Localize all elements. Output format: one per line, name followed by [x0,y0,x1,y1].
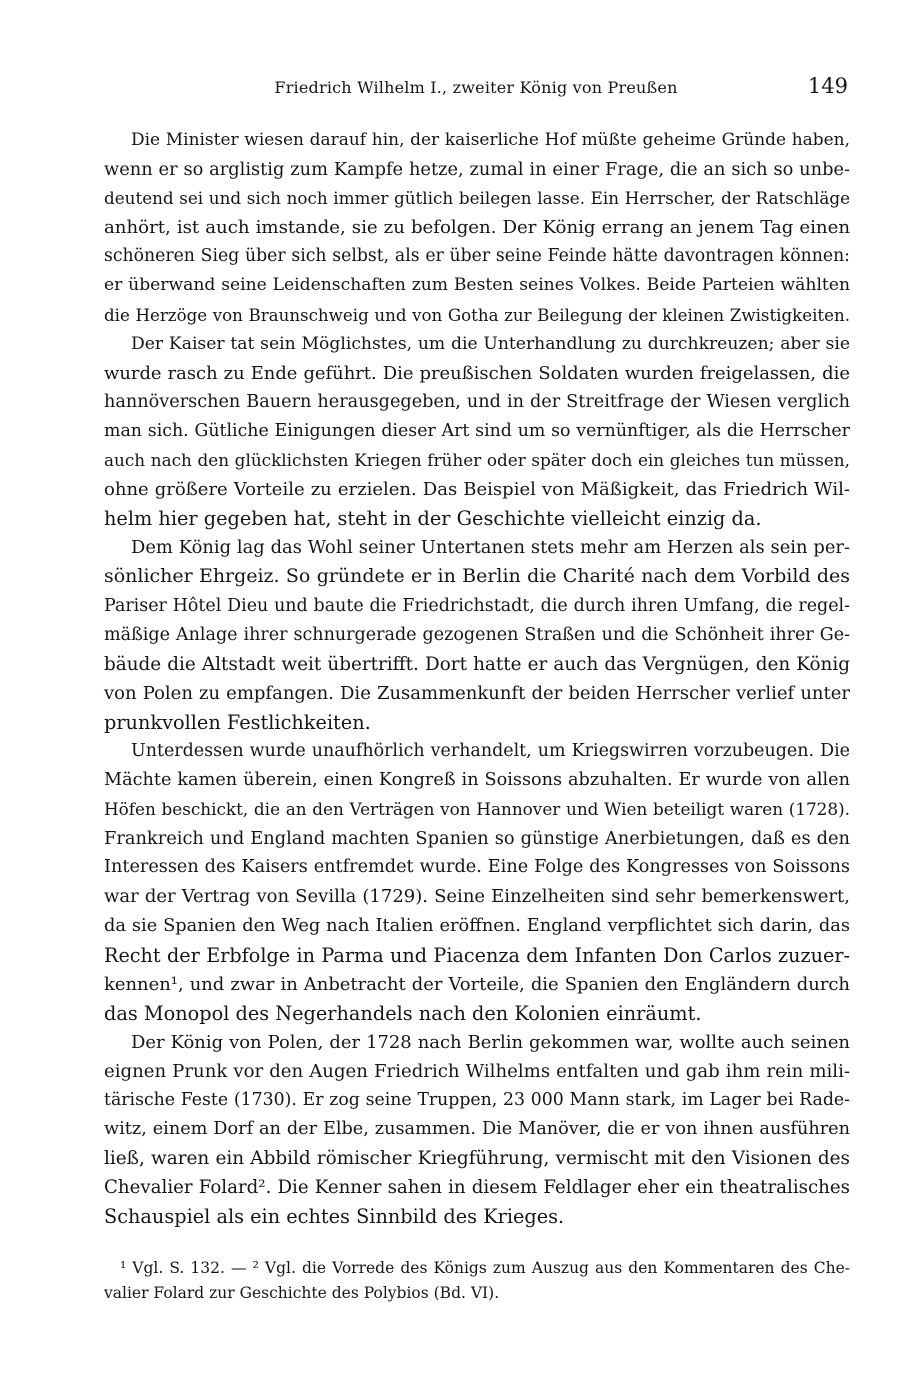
text-line: da sie Spanien den Weg nach Italien eröffnen. England verpflichtet sich darin, das [104,915,850,936]
text-line: mäßige Anlage ihrer schnurgerade gezogenen Straßen und die Schönheit ihrer Ge- [104,624,850,645]
text-line: Interessen des Kaisers entfremdet wurde. Eine Folge des Kongresses von Soissons [104,857,850,878]
text-line: bäude die Altstadt weit übertrifft. Dort hatte er auch das Vergnügen, den König [104,653,850,675]
text-line: eignen Prunk vor den Augen Friedrich Wilhelms entfalten und gab ihm rein mili- [104,1061,850,1082]
text-line: helm hier gegeben hat, steht in der Geschichte vielleicht einzig da. [104,507,762,531]
text-line: wenn er so arglistig zum Kampfe hetze, zumal in einer Frage, die an sich so unbe- [104,159,850,181]
text-line: Frankreich und England machten Spanien so günstige Anerbietungen, daß es den [104,828,850,850]
footnotes [104,1256,850,1306]
paragraph-welfare [104,533,850,737]
page-number: 149 [807,74,848,98]
text-line: schöneren Sieg über sich selbst, als er über seine Feinde hätte davontragen können: [104,246,850,267]
text-line: Höfen beschickt, die an den Verträgen von Hannover und Wien beteiligt waren (1728). [104,799,850,820]
text-line: war der Vertrag von Sevilla (1729). Seine Einzelheiten sind sehr bemerkenswert, [104,886,850,908]
body-text [104,126,850,1232]
text-line: das Monopol des Negerhandels nach den Kolonien einräumt. [104,1001,702,1025]
text-line: Dem König lag das Wohl seiner Untertanen stets mehr am Herzen als sein per- [131,537,850,559]
text-line: tärische Feste (1730). Er zog seine Truppen, 23 000 Mann stark, im Lager bei Rade- [104,1090,850,1111]
text-line: er überwand seine Leidenschaften zum Besten seines Volkes. Beide Parteien wählten [104,275,850,296]
text-line: man sich. Gütliche Einigungen dieser Art sind um so vernünftiger, als die Herrscher [104,420,850,441]
text-line: Chevalier Folard². Die Kenner sahen in diesem Feldlager eher ein theatralisches [104,1177,850,1199]
text-line: ließ, waren ein Abbild römischer Kriegführung, vermischt mit den Visionen des [104,1148,850,1170]
text-line: Der Kaiser tat sein Möglichstes, um die Unterhandlung zu durchkreuzen; aber sie [131,333,850,354]
paragraph-emperor [104,330,850,534]
footnote-line: valier Folard zur Geschichte des Polybios (Bd. VI). [104,1284,500,1302]
text-line: deutend sei und sich noch immer gütlich beilegen lasse. Ein Herrscher, der Ratschläge [104,188,850,209]
text-line: wurde rasch zu Ende geführt. Die preußischen Soldaten wurden freigelassen, die [104,362,850,384]
text-line: von Polen zu empfangen. Die Zusammenkunft der beiden Herrscher verlief unter [104,682,850,704]
text-line: Pariser Hôtel Dieu und baute die Friedrichstadt, die durch ihren Umfang, die regel- [104,595,850,616]
text-line: Mächte kamen überein, einen Kongreß in Soissons abzuhalten. Er wurde von allen [104,770,850,791]
text-line: Der König von Polen, der 1728 nach Berlin gekommen war, wollte auch seinen [131,1031,850,1053]
text-line: kennen¹, und zwar in Anbetracht der Vorteile, die Spanien den Engländern durch [104,973,850,995]
paragraph-ministers [104,126,850,330]
paragraph-congress [104,737,850,1028]
text-line: Schauspiel als ein echtes Sinnbild des Krieges. [104,1205,565,1229]
text-line: hannöverschen Bauern herausgegeben, und in der Streitfrage der Wiesen verglich [104,391,850,412]
text-line: Unterdessen wurde unaufhörlich verhandelt, um Kriegswirren vorzubeugen. Die [131,740,850,761]
text-line: die Herzöge von Braunschweig und von Gotha zur Beilegung der kleinen Zwistigkeiten. [104,305,850,325]
paragraph-poland [104,1028,850,1232]
text-line: anhört, ist auch imstande, sie zu befolgen. Der König errang an jenem Tag einen [104,217,850,239]
running-title: Friedrich Wilhelm I., zweiter König von Preußen [274,78,678,97]
text-line: Die Minister wiesen darauf hin, der kaiserliche Hof müßte geheime Gründe haben, [131,130,850,150]
text-line: Recht der Erbfolge in Parma und Piacenza dem Infanten Don Carlos zuzuer- [104,943,850,967]
text-line: witz, einem Dorf an der Elbe, zusammen. Die Manöver, die er von ihnen ausführen [104,1119,850,1140]
text-line: ohne größere Vorteile zu erzielen. Das Beispiel von Mäßigkeit, das Friedrich Wil- [104,479,850,501]
text-line: sönlicher Ehrgeiz. So gründete er in Berlin die Charité nach dem Vorbild des [104,565,850,588]
running-head [104,72,848,106]
text-line: prunkvollen Festlichkeiten. [104,710,371,734]
text-line: auch nach den glücklichsten Kriegen früher oder später doch ein gleiches tun müssen, [104,450,850,471]
footnote-line: ¹ Vgl. S. 132. — ² Vgl. die Vorrede des Königs zum Auszug aus den Kommentaren des Che- [120,1259,850,1277]
